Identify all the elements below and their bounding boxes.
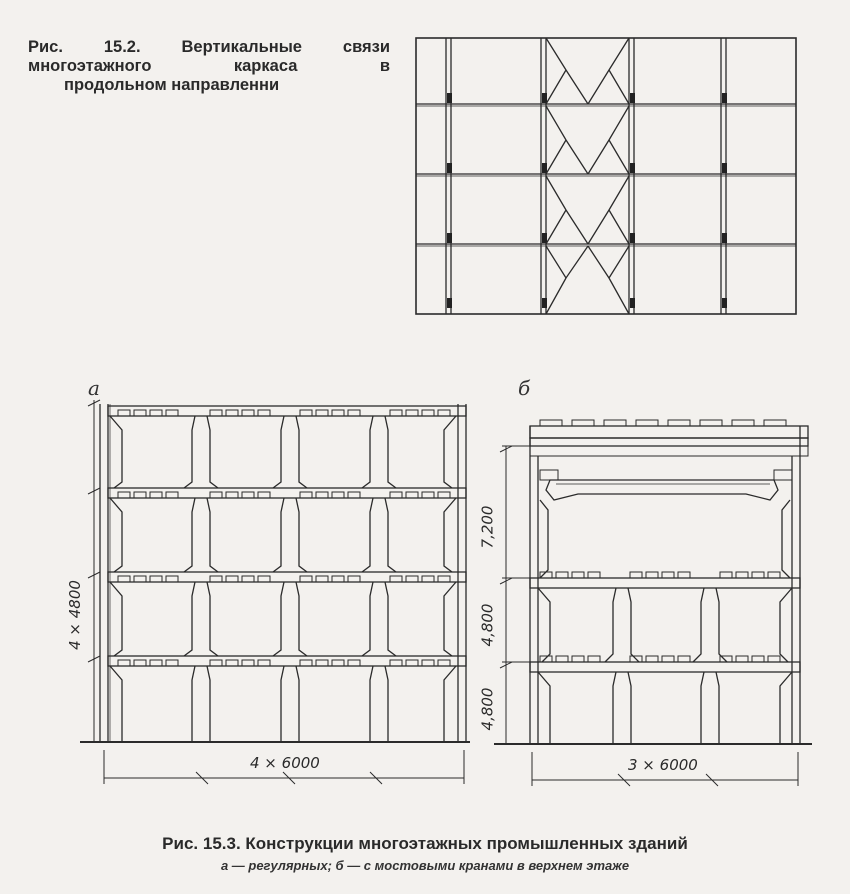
slab-ribs-a [118, 410, 450, 666]
bracing-frame-diagram [416, 38, 796, 314]
frame-b-crane [494, 420, 812, 786]
panel-b-label: б [518, 376, 531, 400]
width-dimension-b: 3 × 6000 [628, 756, 698, 774]
caption-line: продольном направленни [64, 76, 280, 94]
floor-slabs-a [108, 406, 466, 666]
height-dimension-b-mid: 4,800 [478, 603, 497, 647]
dimension-lines-b [500, 446, 798, 786]
figure-15-3-caption: Рис. 15.3. Конструкции многоэтажных промышленных зданий [162, 834, 688, 853]
dimension-lines-a [88, 400, 464, 784]
height-dimension-b-top: 7,200 [478, 505, 497, 549]
figure-15-3-subcaption: а — регулярных; б — с мостовыми кранами в верхнем этаже [220, 858, 630, 873]
height-dimension-a: 4 × 4800 [65, 580, 84, 650]
width-dimension-a: 4 × 6000 [250, 754, 320, 772]
caption-line: Рис. 15.2. Вертикальные связи [28, 38, 390, 56]
crane-bridge [546, 480, 778, 500]
caption-line: многоэтажного каркаса в [28, 57, 390, 75]
panel-a-label: а [88, 376, 100, 400]
frame-a-regular [80, 400, 470, 784]
height-dimension-b-bottom: 4,800 [478, 687, 497, 731]
